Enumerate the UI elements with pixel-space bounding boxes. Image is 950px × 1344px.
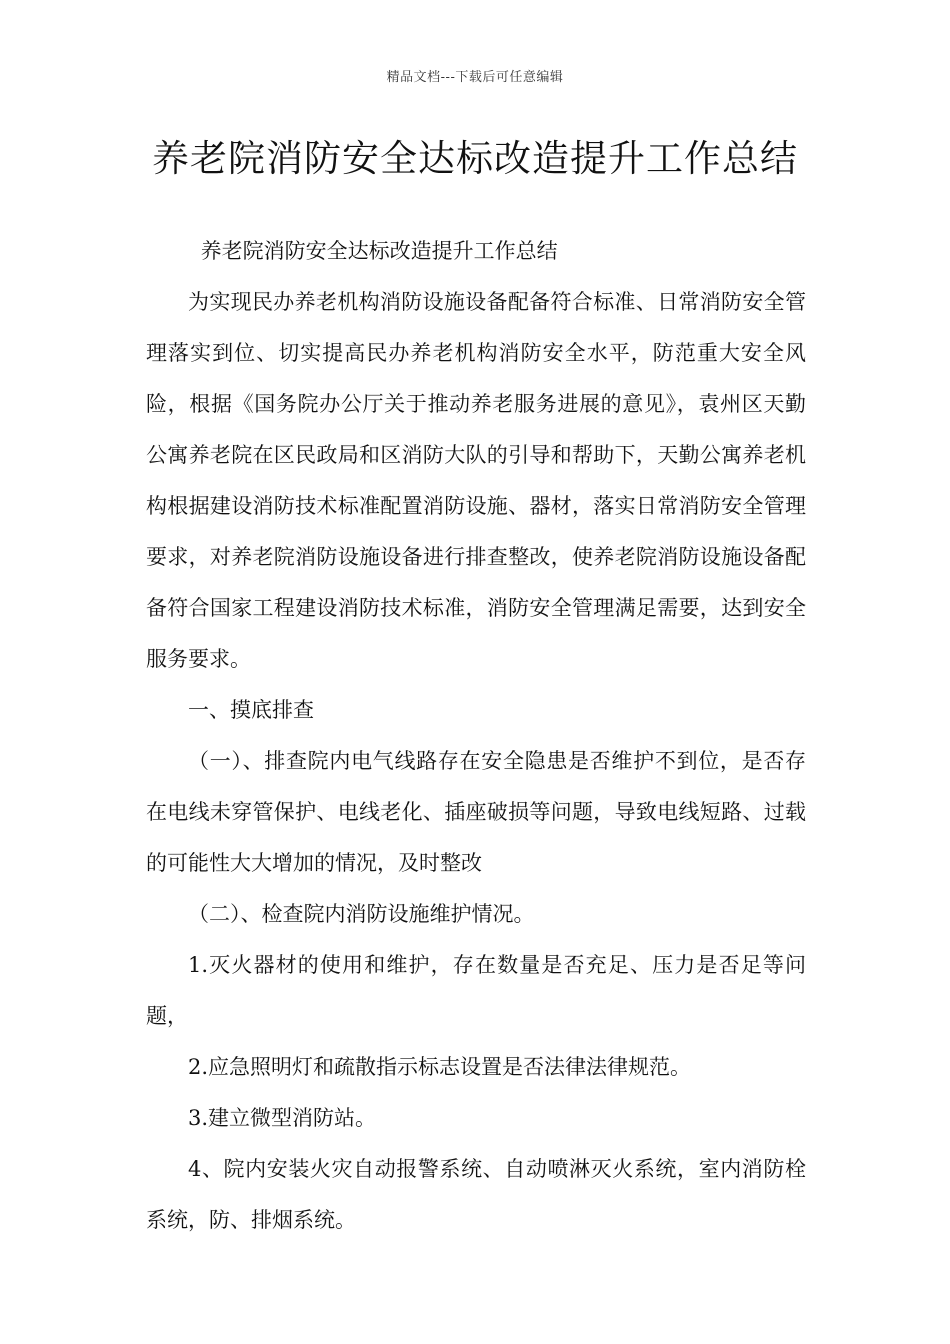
- subsection-1-paragraph: （一）、排查院内电气线路存在安全隐患是否维护不到位，是否存在电线未穿管保护、电线老化、插座破损等问题，导致电线短路、过载的可能性大大增加的情况，及时整改: [146, 749, 806, 875]
- list-item-1: 1.灭火器材的使用和维护，存在数量是否充足、压力是否足等问题，: [146, 953, 806, 1028]
- document-body: [146, 226, 806, 1246]
- subsection-2-heading: （二）、检查院内消防设施维护情况。: [188, 902, 535, 926]
- header-note: 精品文档---下载后可任意编辑: [386, 70, 564, 85]
- list-item-2: 2.应急照明灯和疏散指示标志设置是否法律法律规范。: [188, 1055, 692, 1079]
- document-title: 养老院消防安全达标改造提升工作总结: [152, 137, 798, 180]
- list-item-4: 4、院内安装火灾自动报警系统、自动喷淋灭火系统，室内消防栓系统，防、排烟系统。: [146, 1157, 806, 1232]
- intro-paragraph: 为实现民办养老机构消防设施设备配备符合标准、日常消防安全管理落实到位、切实提高民办养老机构消防安全水平，防范重大安全风险，根据《国务院办公厅关于推动养老服务进展的意见》，袁州区天勤公寓养老院在区民政局和区消防大队的引导和帮助下，天勤公寓养老机构根据建设消防技术标准配置消防设施、器材，落实日常消防安全管理要求，对养老院消防设施设备进行排查整改，使养老院消防设施设备配备符合国家工程建设消防技术标准，消防安全管理满足需要，达到安全服务要求。: [146, 290, 806, 671]
- list-item-3: 3.建立微型消防站。: [188, 1106, 377, 1130]
- subtitle-paragraph: 养老院消防安全达标改造提升工作总结: [200, 239, 558, 263]
- section-heading: 一、摸底排查: [188, 698, 314, 722]
